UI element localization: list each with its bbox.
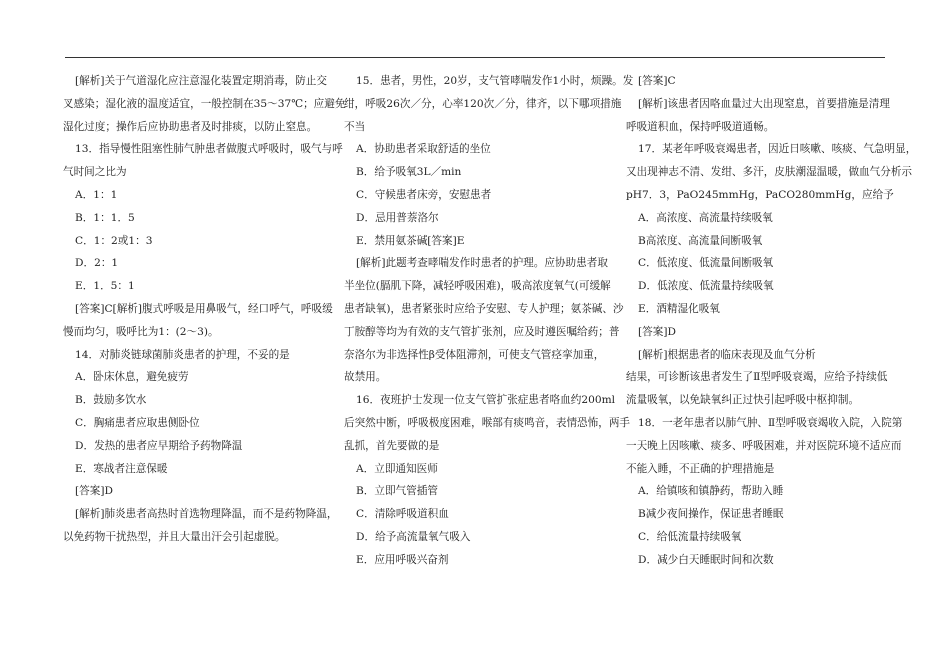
option-c: C．1：2或1：3 [75,234,153,247]
option-c: C．清除呼吸道积血 [356,508,449,521]
question-16-line: 16．夜班护士发现一位支气管扩张症患者咯血约200ml [356,394,616,407]
text-line: 一天晚上因咳嗽、痰多、呼吸困难，并对医院环境不适应而 [626,439,902,452]
analysis-line: [解析]肺炎患者高热时首选物理降温，而不是药物降温， [75,508,338,521]
option-e: E．应用呼吸兴奋剂 [356,553,449,566]
question-15-line: 15．患者，男性，20岁，支气管哮喘发作1小时，烦躁。发 [356,75,634,87]
option-c: C．低浓度、低流量间断吸氧 [638,257,774,270]
option-b: B．立即气管插管 [356,485,438,498]
option-b: B高浓度、高流量间断吸氧 [638,234,763,247]
question-14-line: 14．对肺炎链球菌肺炎患者的护理，不妥的是 [75,348,290,361]
option-a: A．1：1 [75,188,118,201]
text-line: 乱抓，首先要做的是 [344,439,440,452]
option-a: A．立即通知医师 [356,462,438,475]
text-line: 绀，呼吸26次／分，心率120次／分，律齐，以下哪项措施 [344,97,622,110]
option-b: B．鼓励多饮水 [75,394,147,407]
option-b: B减少夜间操作，保证患者睡眠 [638,508,784,521]
text-line: 患者缺氧)，患者紧张时应给予安慰、专人护理；氨茶碱、沙 [344,302,624,315]
option-d: D．发热的患者应早期给予药物降温 [75,439,243,452]
question-18-line: 18．一老年患者以肺气肿、Ⅱ型呼吸衰竭收入院，入院第 [638,416,903,429]
text-line: 后突然中断，呼吸极度困难，喉部有痰鸣音，表情恐怖，两手 [344,416,631,429]
option-a: A．高浓度、高流量持续吸氧 [638,211,773,224]
option-d: D．忌用普萘洛尔 [356,211,439,224]
analysis-line: [解析]该患者因咯血量过大出现窒息，首要措施是清理 [638,97,890,110]
text-line: 叉感染；湿化液的温度适宜，一般控制在35～37℃；应避免 [63,97,346,110]
text-column-right [626,70,917,572]
option-a: A．卧床休息，避免疲劳 [75,371,189,384]
text-line: 慢而均匀，吸呼比为1：(2～3)。 [63,325,219,338]
text-line: 又出现神志不清、发绀、多汗，皮肤潮湿温暖，做血气分析示 [626,166,913,179]
option-d: D．低浓度、低流量持续吸氧 [638,280,774,293]
option-c: C．守候患者床旁，安慰患者 [356,188,492,201]
question-17-line: 17．某老年呼吸衰竭患者，因近日咳嗽、咳痰、气急明显， [638,143,917,156]
answer-line: [答案]D [75,485,113,498]
answer-line: [答案]C[解析]腹式呼吸是用鼻吸气，经口呼气，呼吸缓 [75,302,333,315]
option-a: A．给镇咳和镇静药，帮助入睡 [638,485,784,498]
text-line: 流量吸氧，以免缺氧纠正过快引起呼吸中枢抑制。 [626,394,860,407]
analysis-line: [解析]根据患者的临床表现及血气分析 [638,348,816,361]
text-line: 不当 [344,120,366,133]
text-line: pH7．3，PaO245mmHg，PaCO280mmHg，应给予 [626,188,894,201]
text-line: 气时间之比为 [63,166,127,179]
option-c: C．胸痛患者应取患侧卧位 [75,416,200,429]
text-column-left [63,70,346,549]
question-13-line: 13．指导慢性阻塞性肺气肿患者做腹式呼吸时，吸气与呼 [75,143,343,156]
option-e: E．酒精湿化吸氧 [638,302,720,315]
analysis-line: [解析]此题考查哮喘发作时患者的护理。应协助患者取 [356,257,608,270]
option-d: D．2：1 [75,257,119,270]
header-rule [65,57,885,58]
option-e: E．寒战者注意保暖 [75,462,168,475]
text-line: 奈洛尔为非选择性β受体阻滞剂，可使支气管痉挛加重， [344,348,605,361]
text-line: 结果，可诊断该患者发生了Ⅱ型呼吸衰竭，应给予持续低 [626,371,888,384]
answer-line: [答案]D [638,325,676,338]
text-line: 以免药物干扰热型，并且大量出汗会引起虚脱。 [63,530,286,543]
text-line: 呼吸道积血，保持呼吸道通畅。 [626,120,775,133]
option-a: A．协助患者采取舒适的坐位 [356,143,491,156]
option-d: D．给予高流量氧气吸入 [356,530,471,543]
answer-line: [答案]C [638,75,676,87]
text-line: 湿化过度；操作后应协助患者及时排痰，以防止窒息。 [63,120,318,133]
text-line: 丁胺醇等均为有效的支气管扩张剂，应及时遵医嘱给药；普 [344,325,620,338]
option-e: E．1．5：1 [75,280,135,293]
text-column-middle [344,70,634,572]
text-line: 故禁用。 [344,371,387,384]
text-line: [解析]关于气道湿化应注意湿化装置定期消毒，防止交 [75,75,327,87]
option-e: E．禁用氨茶碱[答案]E [356,234,465,247]
text-line: 半坐位(膈肌下降，减轻呼吸困难)，吸高浓度氧气(可缓解 [344,280,611,293]
option-d: D．减少白天睡眠时间和次数 [638,553,774,566]
option-b: B．给予吸氧3L／min [356,166,462,179]
option-c: C．给低流量持续吸氧 [638,530,742,543]
option-b: B．1：1．5 [75,211,135,224]
text-line: 不能入睡，不正确的护理措施是 [626,462,775,475]
